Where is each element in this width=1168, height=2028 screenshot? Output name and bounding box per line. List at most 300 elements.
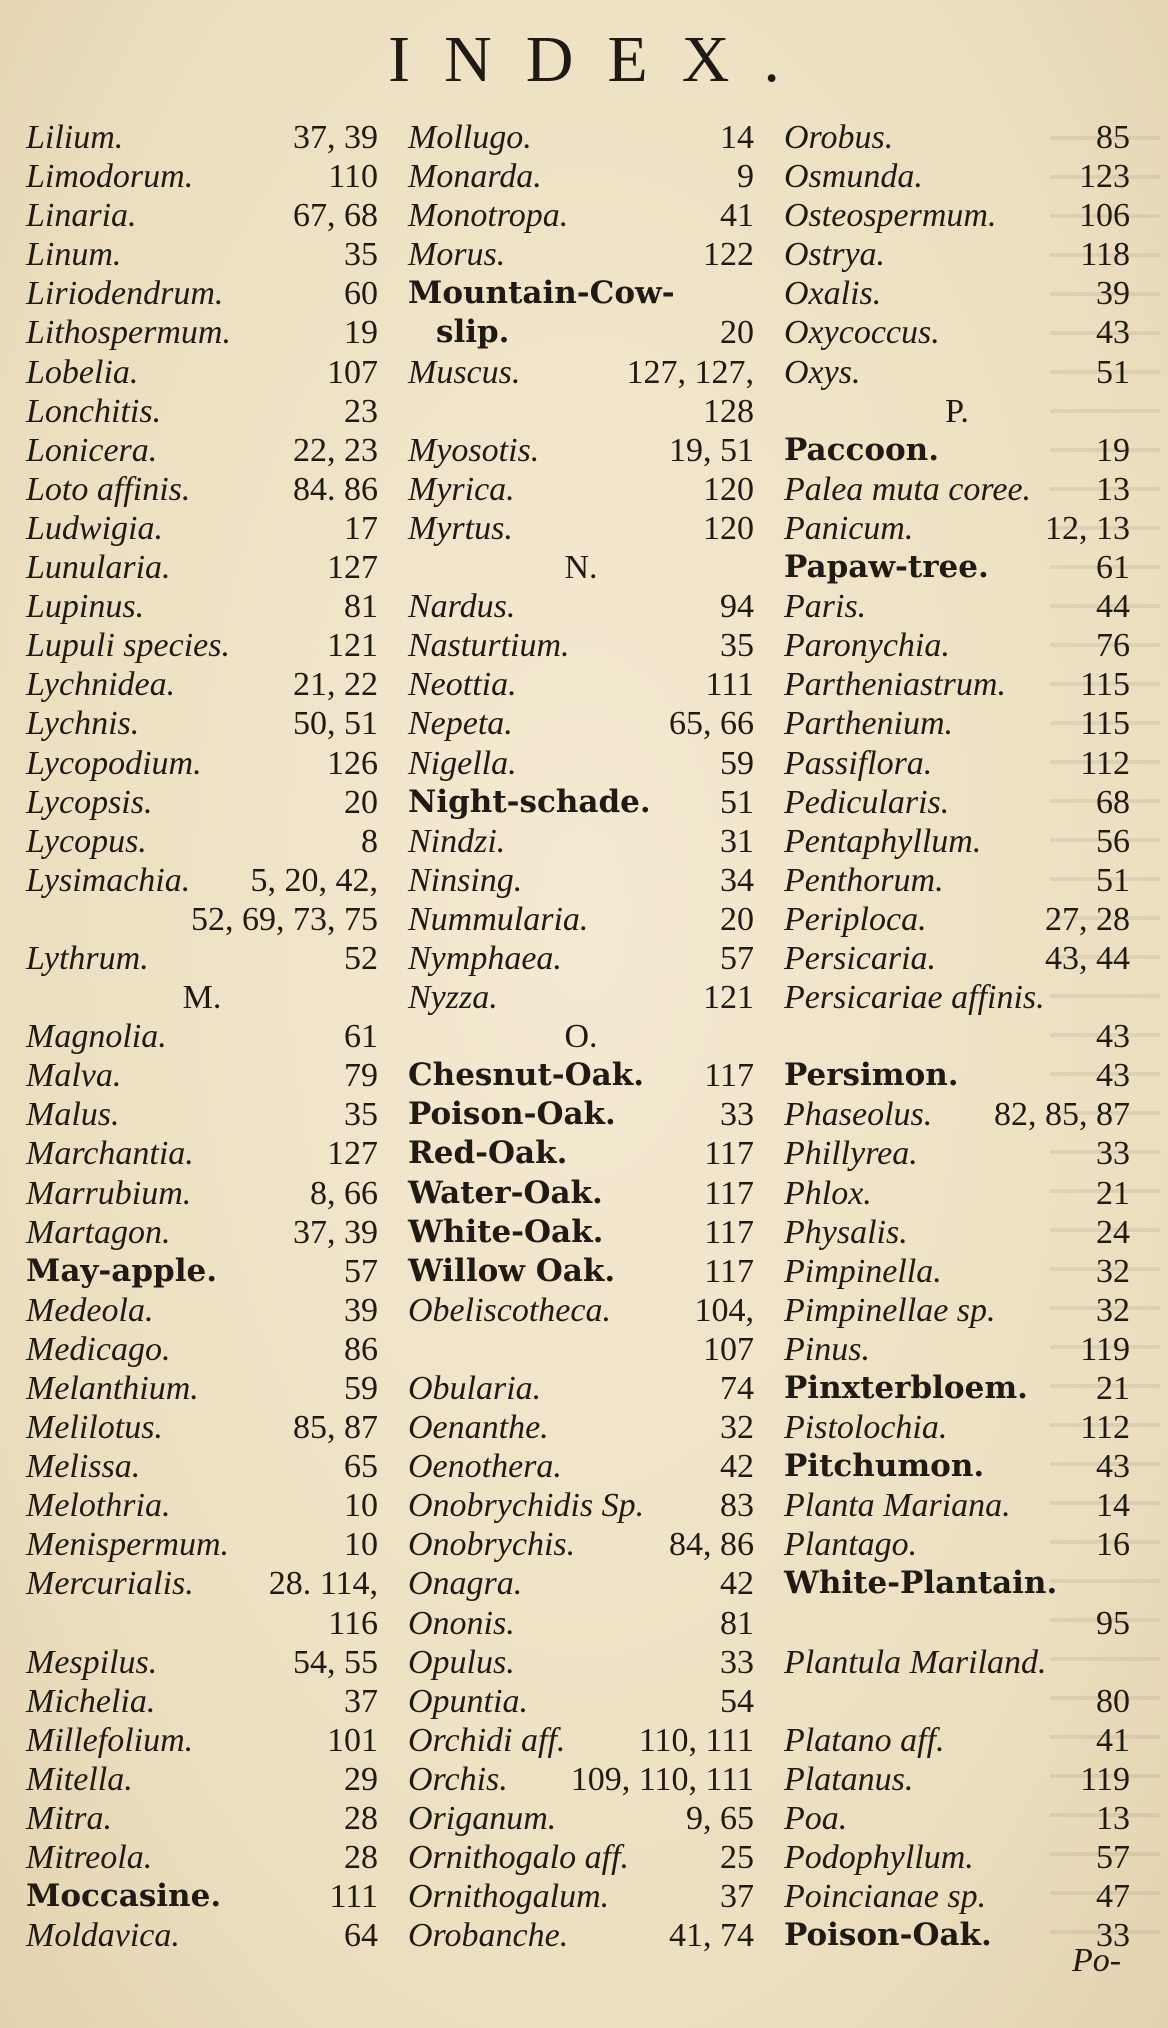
index-entry	[784, 1291, 1130, 1330]
entry-term: Orchis.	[408, 1760, 508, 1798]
entry-term: Limodorum.	[26, 158, 194, 196]
entry-term: Mespilus.	[26, 1643, 158, 1681]
entry-term: Oxalis.	[784, 275, 882, 313]
entry-pages: 51	[1096, 353, 1130, 391]
entry-pages: 56	[1096, 822, 1130, 860]
entry-term: Poison-Oak.	[784, 1917, 992, 1954]
index-entry	[408, 235, 754, 274]
entry-pages: 33	[1096, 1917, 1130, 1955]
index-entry	[26, 1643, 378, 1682]
entry-term: Poincianae sp.	[784, 1878, 987, 1916]
index-entry	[408, 157, 754, 196]
index-entry	[26, 118, 378, 157]
entry-pages: 57	[1096, 1839, 1130, 1877]
index-entry	[408, 1721, 754, 1760]
entry-pages: 19	[344, 314, 378, 352]
entry-pages: 112	[1080, 1409, 1130, 1447]
entry-pages: 35	[720, 627, 754, 665]
index-entry	[408, 978, 754, 1017]
entry-term: Planta Mariana.	[784, 1487, 1011, 1525]
entry-pages: 42	[720, 1565, 754, 1603]
entry-pages: 24	[1096, 1213, 1130, 1251]
index-entry	[784, 1604, 1130, 1643]
entry-pages: 57	[720, 939, 754, 977]
entry-pages: 20	[720, 314, 754, 352]
entry-term: Papaw-tree.	[784, 549, 989, 586]
entry-pages: 21	[1096, 1174, 1130, 1212]
index-entry	[408, 470, 754, 509]
entry-term: Chesnut-Oak.	[408, 1057, 645, 1094]
index-entry	[784, 1564, 1130, 1603]
entry-term: Persicaria.	[784, 939, 937, 977]
entry-term: Osmunda.	[784, 158, 923, 196]
index-entry	[784, 470, 1130, 509]
entry-term: Morus.	[408, 236, 506, 274]
index-entry	[26, 744, 378, 783]
entry-term: Mitreola.	[26, 1839, 153, 1877]
index-entry	[784, 900, 1130, 939]
index-entry	[408, 783, 754, 822]
index-entry	[26, 157, 378, 196]
entry-pages: 117	[704, 1252, 754, 1290]
index-entry	[784, 157, 1130, 196]
entry-term: Paccoon.	[784, 431, 939, 468]
entry-term: Liriodendrum.	[26, 275, 224, 313]
entry-term: Mercurialis.	[26, 1565, 194, 1603]
entry-term: Ludwigia.	[26, 509, 163, 547]
entry-term: Muscus.	[408, 353, 521, 391]
index-entry	[26, 313, 378, 352]
entry-term: Platano aff.	[784, 1721, 945, 1759]
index-entry	[408, 744, 754, 783]
entry-pages: 59	[344, 1370, 378, 1407]
entry-pages: 57	[344, 1252, 378, 1290]
entry-term: Marrubium.	[26, 1174, 192, 1212]
index-entry	[26, 626, 378, 665]
entry-pages: 12, 13	[1045, 509, 1130, 547]
entry-pages: 101	[327, 1721, 378, 1759]
entry-term: Poison-Oak.	[408, 1096, 616, 1133]
entry-term: Pentaphyllum.	[784, 822, 982, 860]
entry-term: Linum.	[26, 236, 122, 274]
index-entry	[784, 1447, 1130, 1486]
entry-pages: 83	[720, 1487, 754, 1525]
entry-pages: 41	[720, 197, 754, 235]
entry-term: slip.	[436, 314, 510, 351]
entry-pages: 8, 66	[310, 1174, 378, 1212]
entry-term: Oenanthe.	[408, 1409, 549, 1447]
entry-term: Onobrychis.	[408, 1526, 576, 1564]
index-entry	[408, 1291, 754, 1330]
entry-term: Mollugo.	[408, 119, 532, 156]
entry-pages: 81	[344, 588, 378, 626]
index-entry	[26, 1330, 378, 1369]
index-entry	[784, 939, 1130, 978]
entry-pages: 41	[1096, 1721, 1130, 1759]
entry-pages: 37, 39	[293, 1213, 378, 1251]
entry-pages: 64	[344, 1917, 378, 1955]
entry-term: Nindzi.	[408, 822, 506, 860]
entry-pages: 109, 110, 111	[570, 1760, 754, 1798]
entry-term: Oxycoccus.	[784, 314, 940, 352]
entry-pages: 34	[720, 861, 754, 899]
entry-term: Ononis.	[408, 1604, 515, 1642]
entry-term: Phlox.	[784, 1174, 872, 1212]
entry-term: Obeliscotheca.	[408, 1291, 611, 1329]
entry-pages: 126	[327, 744, 378, 782]
entry-term: Penthorum.	[784, 861, 944, 899]
index-entry	[784, 1799, 1130, 1838]
entry-pages: 23	[344, 392, 378, 430]
index-entry	[784, 118, 1130, 157]
index-entry	[784, 1408, 1130, 1447]
entry-term: Pedicularis.	[784, 783, 950, 821]
entry-pages: 61	[1096, 549, 1130, 587]
entry-term: Pimpinella.	[784, 1252, 942, 1290]
entry-term: Willow Oak.	[408, 1252, 616, 1289]
index-entry	[784, 1760, 1130, 1799]
entry-term: Phaseolus.	[784, 1096, 933, 1134]
entry-pages: 65	[344, 1448, 378, 1486]
index-entry	[408, 274, 754, 313]
entry-term: Melothria.	[26, 1487, 171, 1525]
index-entry	[408, 353, 754, 392]
entry-term: Orchidi aff.	[408, 1721, 566, 1759]
index-entry	[26, 1838, 378, 1877]
entry-pages: 20	[344, 783, 378, 821]
index-entry	[26, 587, 378, 626]
entry-pages: 33	[720, 1643, 754, 1681]
index-entry	[26, 1056, 378, 1095]
entry-pages: 107	[327, 353, 378, 391]
entry-pages: 21	[1096, 1370, 1130, 1407]
entry-pages: 119	[1080, 1760, 1130, 1798]
index-entry	[408, 1408, 754, 1447]
entry-pages: 51	[1096, 861, 1130, 899]
index-entry	[26, 1604, 378, 1643]
entry-term: Monarda.	[408, 158, 542, 196]
entry-term: Mountain-Cow-	[408, 275, 675, 312]
entry-pages: 120	[703, 509, 754, 547]
entry-pages: 33	[1096, 1135, 1130, 1173]
index-entry	[408, 1604, 754, 1643]
entry-pages: 5, 20, 42,	[250, 861, 378, 899]
entry-term: Physalis.	[784, 1213, 908, 1251]
entry-pages: 60	[344, 275, 378, 313]
entry-pages: 81	[720, 1604, 754, 1642]
index-entry	[26, 1564, 378, 1603]
entry-pages: 31	[720, 822, 754, 860]
entry-term: Osteospermum.	[784, 197, 997, 235]
index-entry	[408, 900, 754, 939]
index-entry	[408, 822, 754, 861]
entry-pages: 120	[703, 470, 754, 508]
index-entry	[784, 822, 1130, 861]
entry-term: Night-schade.	[408, 783, 651, 820]
entry-term: Partheniastrum.	[784, 666, 1006, 704]
entry-term: Medicago.	[26, 1330, 171, 1368]
index-entry	[408, 1095, 754, 1134]
index-entry	[784, 861, 1130, 900]
entry-term: Neottia.	[408, 666, 517, 704]
entry-pages: 110	[328, 158, 378, 196]
entry-pages: 74	[720, 1370, 754, 1407]
entry-pages: 22, 23	[293, 431, 378, 469]
index-entry	[408, 1213, 754, 1252]
index-entry	[26, 1095, 378, 1134]
entry-term: Lupinus.	[26, 588, 145, 626]
entry-pages: 8	[361, 822, 378, 860]
entry-term: Phillyrea.	[784, 1135, 918, 1173]
entry-pages: 121	[703, 979, 754, 1017]
entry-term: Martagon.	[26, 1213, 171, 1251]
entry-pages: 35	[344, 236, 378, 274]
entry-term: Pistolochia.	[784, 1409, 948, 1447]
entry-pages: 110, 111	[638, 1721, 754, 1759]
entry-term: Palea muta coree.	[784, 470, 1032, 508]
entry-term: Periploca.	[784, 900, 927, 938]
entry-pages: 128	[703, 392, 754, 430]
entry-term: Ostrya.	[784, 236, 886, 274]
index-entry	[26, 822, 378, 861]
entry-term: Menispermum.	[26, 1526, 230, 1564]
entry-term: Medeola.	[26, 1291, 154, 1329]
entry-term: Mitra.	[26, 1800, 112, 1838]
index-column-2	[408, 118, 754, 1955]
index-entry	[408, 665, 754, 704]
index-entry	[26, 704, 378, 743]
entry-term: Paris.	[784, 588, 867, 626]
index-column-1	[26, 118, 378, 1955]
entry-term: Persicariae affinis.	[784, 979, 1045, 1017]
index-entry	[408, 392, 754, 431]
entry-term: Nymphaea.	[408, 939, 562, 977]
entry-pages: 79	[344, 1057, 378, 1095]
index-entry	[26, 1408, 378, 1447]
entry-term: Oxys.	[784, 353, 861, 391]
entry-pages: 33	[720, 1096, 754, 1134]
entry-term: Origanum.	[408, 1800, 557, 1838]
entry-pages: 32	[1096, 1291, 1130, 1329]
entry-pages: 10	[344, 1526, 378, 1564]
index-entry	[408, 1447, 754, 1486]
index-entry	[784, 274, 1130, 313]
index-entry	[26, 939, 378, 978]
index-column-3	[784, 118, 1130, 1955]
entry-term: Lonchitis.	[26, 392, 162, 430]
entry-term: Pimpinellae sp.	[784, 1291, 996, 1329]
index-entry	[26, 1799, 378, 1838]
entry-term: Mitella.	[26, 1760, 133, 1798]
index-entry	[408, 626, 754, 665]
index-entry	[408, 1330, 754, 1369]
entry-term: Malva.	[26, 1057, 122, 1095]
entry-term: Ornithogalum.	[408, 1878, 610, 1916]
index-entry	[26, 1525, 378, 1564]
entry-term: Lupuli species.	[26, 627, 230, 665]
index-entry	[784, 313, 1130, 352]
entry-pages: 43	[1096, 1057, 1130, 1095]
entry-pages: 52	[344, 939, 378, 977]
index-entry	[408, 1252, 754, 1291]
entry-term: Monotropa.	[408, 197, 569, 235]
index-entry	[784, 509, 1130, 548]
index-entry	[784, 783, 1130, 822]
entry-pages: 42	[720, 1448, 754, 1486]
entry-pages: 13	[1096, 1800, 1130, 1838]
index-entry	[408, 1916, 754, 1955]
index-entry	[784, 1174, 1130, 1213]
entry-pages: 39	[344, 1291, 378, 1329]
entry-pages: 32	[720, 1409, 754, 1447]
entry-term: Lobelia.	[26, 353, 139, 391]
section-letter-label: N.	[564, 549, 598, 587]
index-entry	[784, 1330, 1130, 1369]
index-entry	[26, 1486, 378, 1525]
entry-pages: 44	[1096, 588, 1130, 626]
entry-pages: 127	[327, 1135, 378, 1173]
entry-pages: 107	[703, 1330, 754, 1368]
index-entry	[26, 1017, 378, 1056]
entry-term: Obularia.	[408, 1370, 542, 1407]
index-entry	[26, 274, 378, 313]
index-entry	[26, 1760, 378, 1799]
entry-term: Lythrum.	[26, 939, 149, 977]
index-entry	[26, 900, 378, 939]
entry-term: Passiflora.	[784, 744, 933, 782]
entry-term: Nardus.	[408, 588, 516, 626]
index-entry	[26, 392, 378, 431]
index-entry	[784, 1721, 1130, 1760]
entry-term: Lychnis.	[26, 705, 140, 743]
index-entry	[784, 1877, 1130, 1916]
entry-term: Lychnidea.	[26, 666, 176, 704]
section-letter	[784, 392, 1130, 431]
entry-term: Onobrychidis Sp.	[408, 1487, 645, 1525]
entry-pages: 127	[327, 549, 378, 587]
entry-term: Nigella.	[408, 744, 517, 782]
entry-pages: 117	[704, 1135, 754, 1173]
entry-term: Millefolium.	[26, 1721, 194, 1759]
entry-pages: 9, 65	[686, 1800, 754, 1838]
entry-pages: 104,	[694, 1291, 754, 1329]
entry-pages: 115	[1080, 705, 1130, 743]
entry-pages: 39	[1096, 275, 1130, 313]
index-entry	[26, 1369, 378, 1408]
section-letter	[408, 548, 754, 587]
entry-pages: 28	[344, 1800, 378, 1838]
entry-term: Magnolia.	[26, 1018, 167, 1056]
entry-term: Myrica.	[408, 470, 515, 508]
section-letter-label: O.	[564, 1018, 598, 1056]
entry-pages: 10	[344, 1487, 378, 1525]
index-entry	[784, 1056, 1130, 1095]
entry-term: Melanthium.	[26, 1370, 199, 1407]
index-entry	[408, 1760, 754, 1799]
entry-term: Nasturtium.	[408, 627, 570, 665]
index-entry	[784, 196, 1130, 235]
index-entry	[784, 1682, 1130, 1721]
entry-pages: 119	[1080, 1330, 1130, 1368]
entry-pages: 117	[704, 1213, 754, 1251]
entry-pages: 95	[1096, 1604, 1130, 1642]
entry-term: Pitchumon.	[784, 1448, 985, 1485]
index-entry	[408, 704, 754, 743]
entry-pages: 20	[720, 900, 754, 938]
entry-pages: 19	[1096, 431, 1130, 469]
entry-pages: 17	[344, 509, 378, 547]
entry-pages: 50, 51	[293, 705, 378, 743]
entry-pages: 118	[1080, 236, 1130, 274]
entry-pages: 52, 69, 73, 75	[191, 900, 378, 938]
index-entry	[784, 1017, 1130, 1056]
entry-pages: 82, 85, 87	[994, 1096, 1130, 1134]
entry-pages: 19, 51	[669, 431, 754, 469]
entry-term: Opulus.	[408, 1643, 515, 1681]
entry-pages: 84, 86	[669, 1526, 754, 1564]
entry-pages: 16	[1096, 1526, 1130, 1564]
index-entry	[26, 431, 378, 470]
index-entry	[784, 1213, 1130, 1252]
entry-pages: 122	[703, 236, 754, 274]
index-entry	[26, 1877, 378, 1916]
entry-pages: 14	[1096, 1487, 1130, 1525]
entry-term: Lunularia.	[26, 549, 171, 587]
index-entry	[784, 235, 1130, 274]
index-entry	[784, 1095, 1130, 1134]
entry-pages: 35	[344, 1096, 378, 1134]
entry-term: Marchantia.	[26, 1135, 194, 1173]
entry-term: Onagra.	[408, 1565, 523, 1603]
catchword: Po-	[1072, 1942, 1122, 1979]
index-entry	[26, 783, 378, 822]
index-entry	[784, 1486, 1130, 1525]
index-entry	[408, 1134, 754, 1173]
index-entry	[784, 1134, 1130, 1173]
index-entry	[408, 1564, 754, 1603]
entry-term: Opuntia.	[408, 1682, 528, 1720]
entry-pages: 67, 68	[293, 197, 378, 235]
entry-term: Panicum.	[784, 509, 914, 547]
section-letter-label: P.	[945, 392, 969, 430]
entry-term: Plantula Mariland.	[784, 1643, 1047, 1681]
entry-term: Parthenium.	[784, 705, 954, 743]
entry-term: Red-Oak.	[408, 1135, 568, 1172]
index-entry	[26, 665, 378, 704]
entry-term: Lilium.	[26, 119, 124, 156]
index-entry	[26, 1134, 378, 1173]
index-entry	[26, 1447, 378, 1486]
entry-pages: 41, 74	[669, 1917, 754, 1955]
entry-term: Ornithogalo aff.	[408, 1839, 630, 1877]
entry-pages: 13	[1096, 470, 1130, 508]
entry-pages: 25	[720, 1839, 754, 1877]
index-entry	[784, 665, 1130, 704]
entry-pages: 68	[1096, 783, 1130, 821]
entry-term: Lycopodium.	[26, 744, 202, 782]
index-entry	[408, 939, 754, 978]
entry-pages: 54	[720, 1682, 754, 1720]
index-entry	[408, 1643, 754, 1682]
section-letter-label: M.	[182, 979, 222, 1017]
entry-pages: 29	[344, 1760, 378, 1798]
entry-term: Linaria.	[26, 197, 137, 235]
entry-pages: 37, 39	[293, 119, 378, 156]
entry-term: Loto affinis.	[26, 470, 191, 508]
index-entry	[784, 587, 1130, 626]
index-entry	[408, 1799, 754, 1838]
entry-pages: 51	[720, 783, 754, 821]
